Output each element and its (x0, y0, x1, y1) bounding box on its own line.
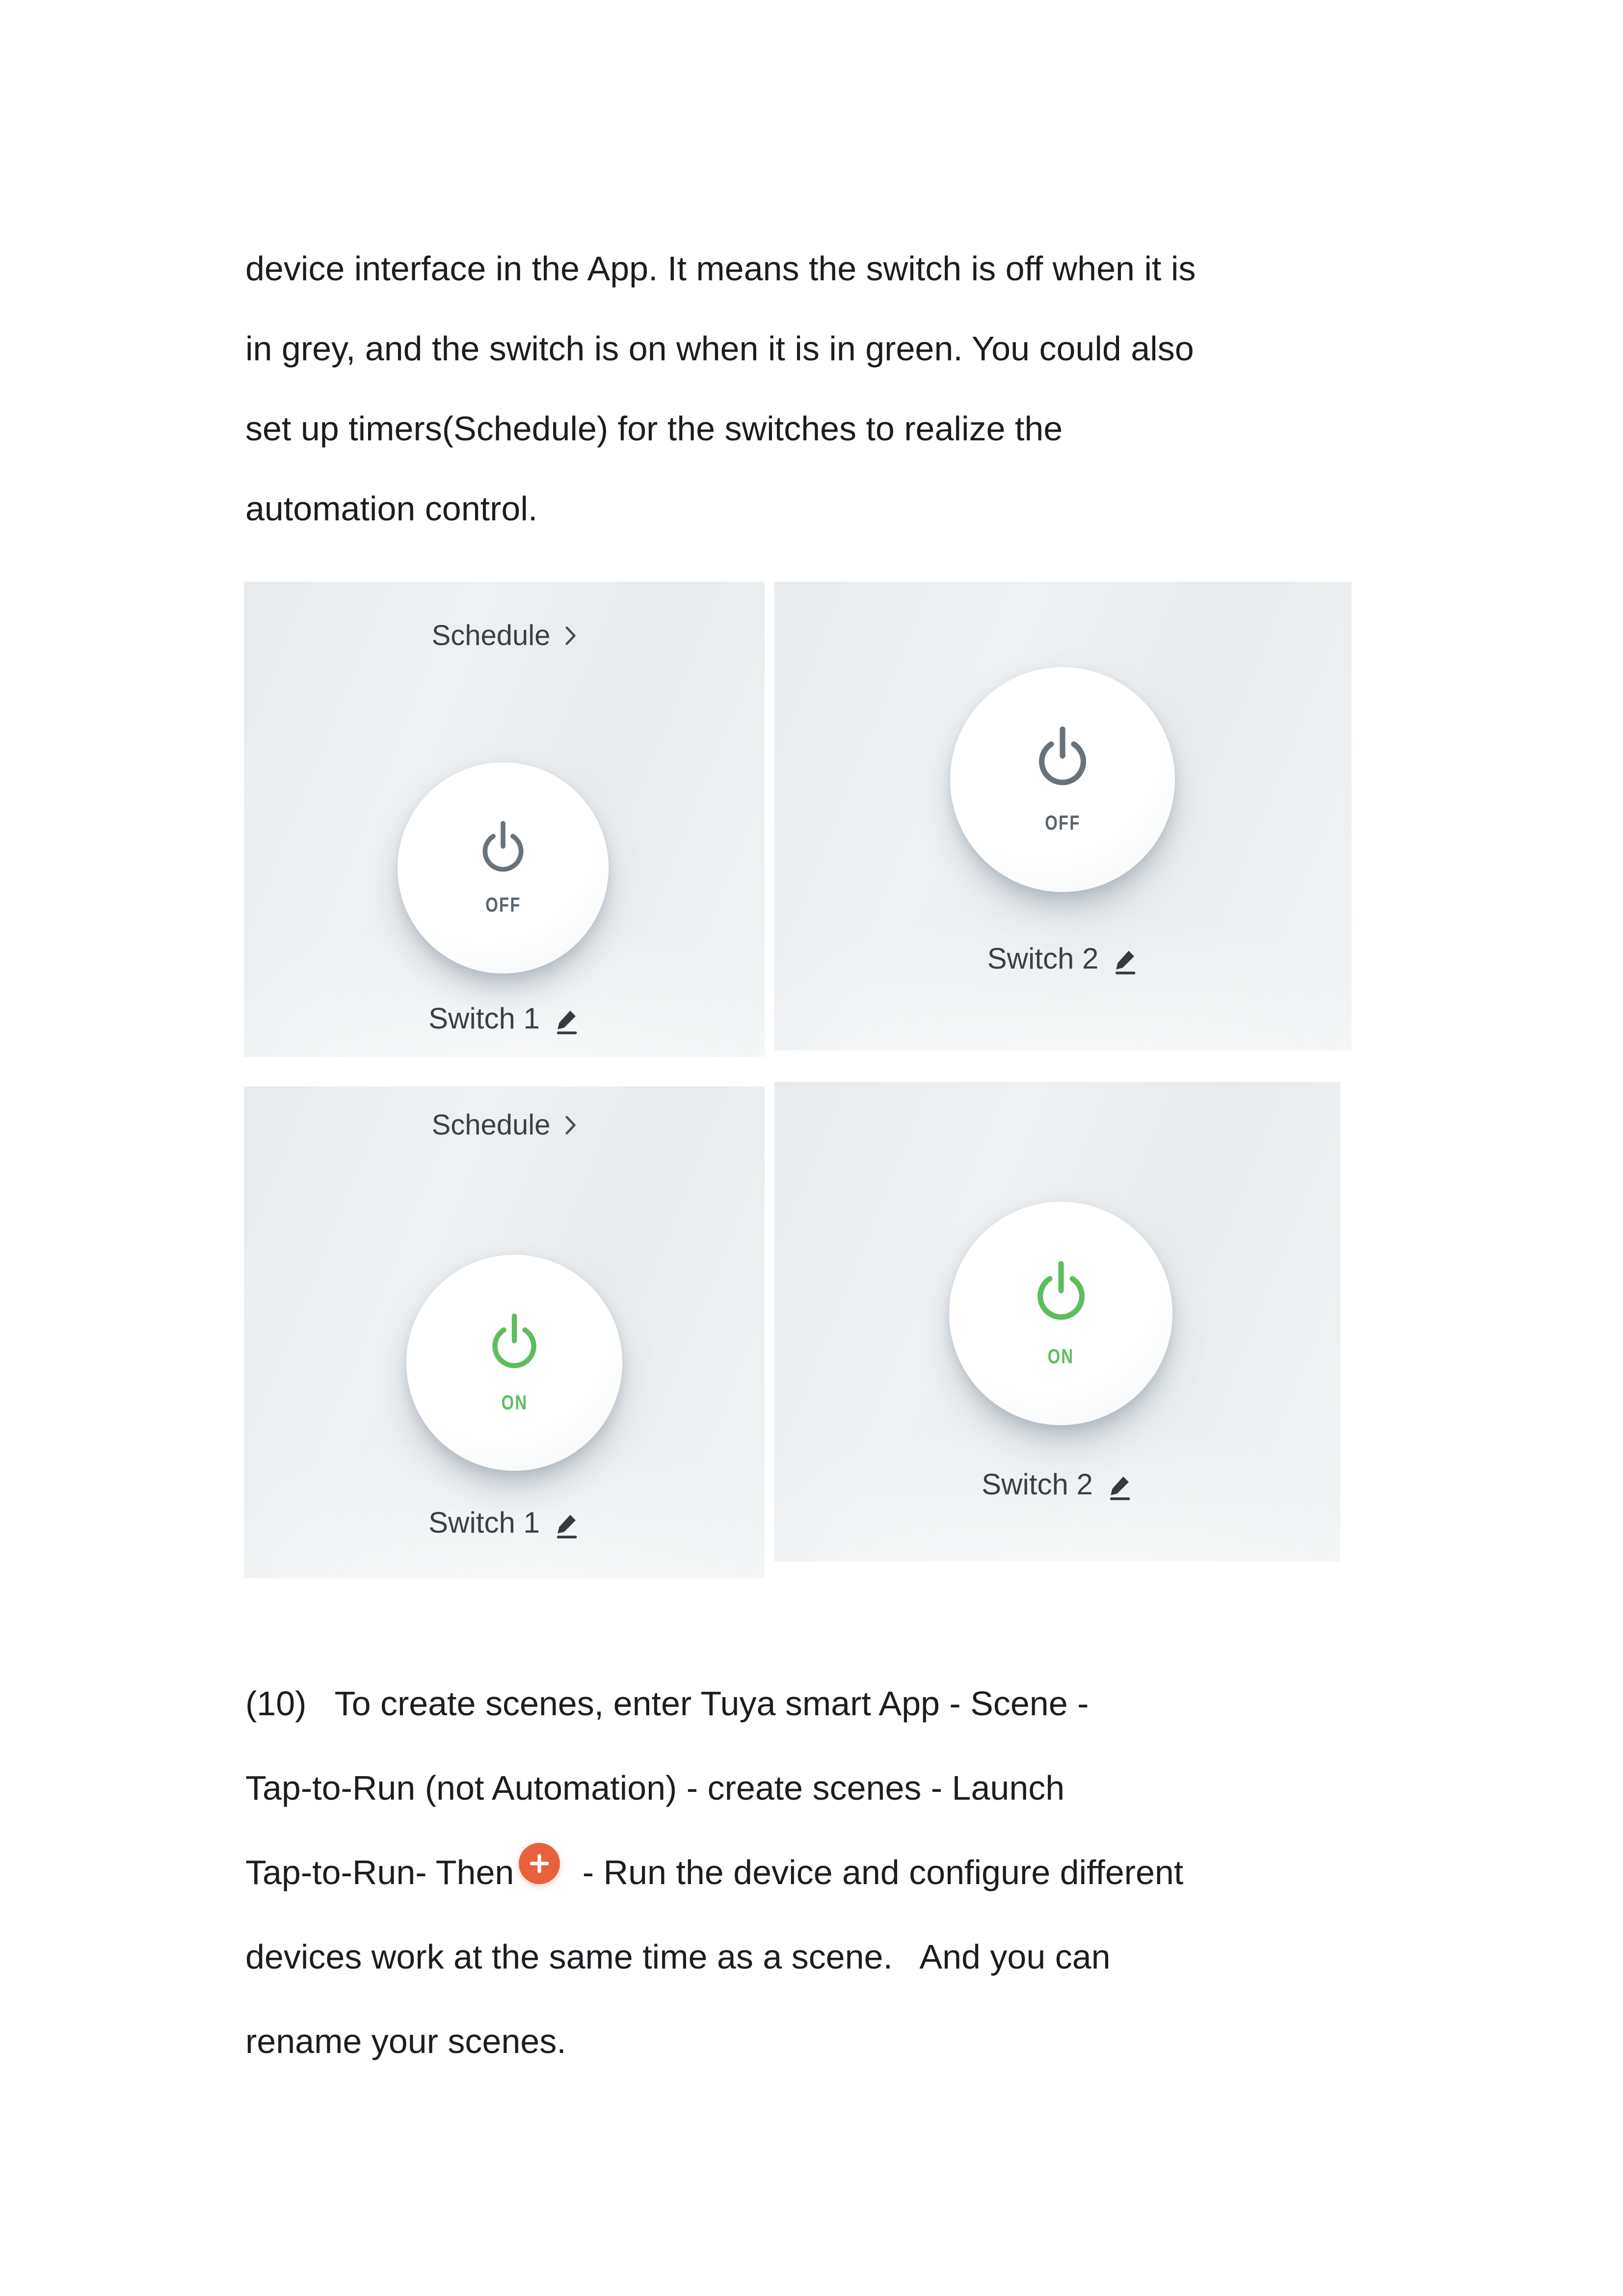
power-button[interactable] (398, 762, 609, 973)
schedule-link[interactable] (244, 1108, 765, 1141)
switch-panel-switch1-on (244, 1086, 765, 1578)
edit-icon[interactable] (1106, 1473, 1133, 1501)
power-icon (1032, 1259, 1090, 1324)
paragraph-line: devices work at the same time as a scene. And you can (245, 1938, 1111, 1976)
paragraph-text: - Run the device and configure different (573, 1853, 1184, 1891)
switch-name (774, 942, 1352, 975)
edit-icon[interactable] (1111, 947, 1139, 975)
power-button[interactable] (949, 1202, 1172, 1425)
schedule-link[interactable] (244, 619, 765, 652)
paragraph-line: Tap-to-Run (not Automation) - create scenes - Launch (245, 1769, 1065, 1807)
switch-panel-switch2-off (774, 582, 1352, 1051)
schedule-label: Schedule (431, 1109, 551, 1141)
switch-name-label: Switch 1 (428, 1002, 540, 1035)
paragraph-line: automation control. (245, 489, 538, 528)
chevron-right-icon (565, 1115, 577, 1135)
scenes-paragraph (245, 1661, 1183, 2083)
power-icon (487, 1312, 541, 1372)
paragraph-text: Tap-to-Run- Then (245, 1853, 514, 1891)
switch-name-label: Switch 2 (982, 1468, 1093, 1501)
power-state-label: ON (501, 1390, 528, 1414)
edit-icon[interactable] (553, 1511, 580, 1540)
power-button[interactable] (950, 667, 1175, 892)
power-state-label: OFF (1044, 811, 1081, 834)
paragraph-line: rename your scenes. (245, 2022, 566, 2060)
power-state-label: OFF (485, 893, 521, 916)
switch-name (244, 1001, 765, 1035)
chevron-right-icon (565, 625, 577, 646)
power-icon (1034, 725, 1091, 789)
paragraph-line: (10) To create scenes, enter Tuya smart App - Scene - (245, 1684, 1089, 1723)
schedule-label: Schedule (431, 620, 551, 651)
switch-name-label: Switch 2 (987, 942, 1099, 975)
paragraph-line (245, 1830, 1183, 1915)
switch-name-label: Switch 1 (428, 1506, 540, 1539)
plus-circle-icon (519, 1843, 560, 1884)
power-icon (478, 819, 528, 875)
intro-paragraph (245, 229, 1196, 549)
paragraph-line: in grey, and the switch is on when it is in green. You could also (245, 329, 1194, 368)
power-state-label: ON (1047, 1344, 1074, 1368)
switch-name (774, 1467, 1340, 1501)
edit-icon[interactable] (553, 1007, 580, 1035)
paragraph-line: set up timers(Schedule) for the switches to realize the (245, 409, 1063, 448)
switch-panel-switch1-off (244, 582, 765, 1057)
switch-panel-switch2-on (774, 1082, 1340, 1562)
switch-name (244, 1506, 765, 1540)
paragraph-line: device interface in the App. It means the switch is off when it is (245, 249, 1196, 288)
power-button[interactable] (406, 1255, 622, 1471)
